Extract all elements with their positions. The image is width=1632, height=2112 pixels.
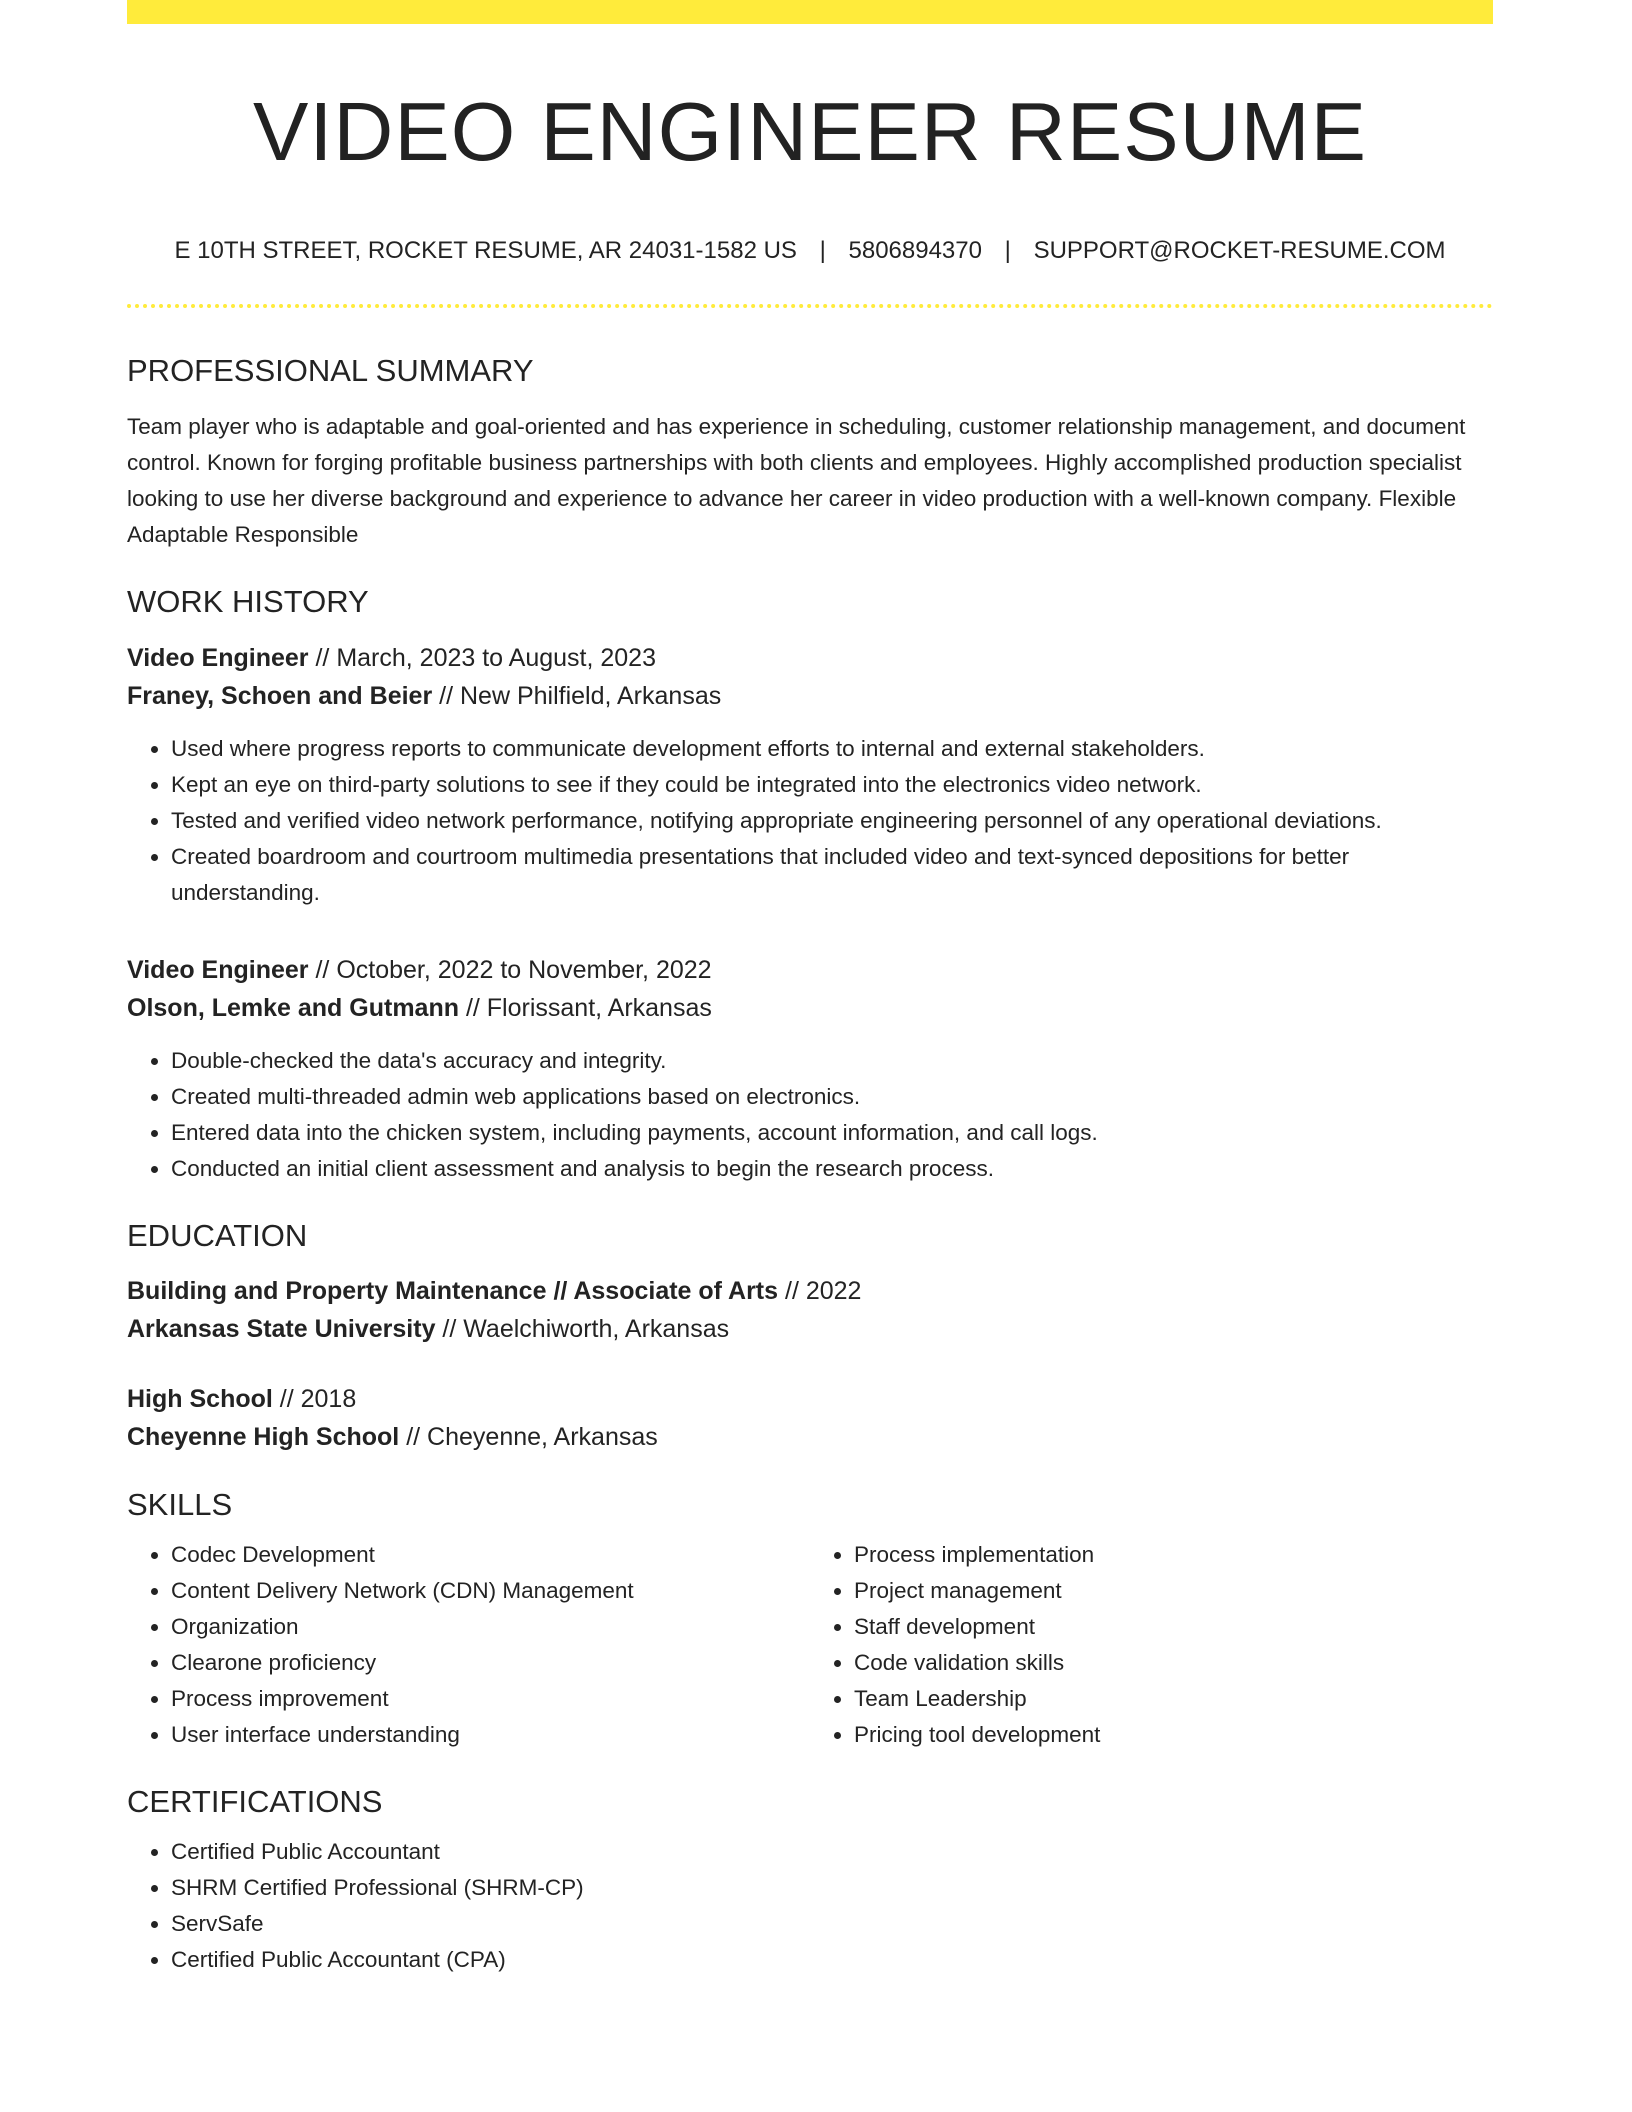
certification-item: • ServSafe [171, 1906, 1493, 1942]
education-school-line [127, 1310, 1493, 1348]
section-title-certifications: CERTIFICATIONS [127, 1783, 383, 1819]
section-skills [127, 1486, 1493, 1753]
education-year: // 2018 [272, 1384, 357, 1413]
list-item: • Used where progress reports to communicate development efforts to internal and external stakeholders. [171, 731, 1493, 767]
contact-line [127, 237, 1493, 266]
section-work-history [127, 583, 1493, 1186]
education-school: Arkansas State University [127, 1314, 436, 1343]
address: E 10TH STREET, ROCKET RESUME, AR 24031-1582 US [174, 237, 797, 265]
list-item: • Entered data into the chicken system, including payments, account information, and call logs. [171, 1115, 1493, 1151]
list-item: • Double-checked the data's accuracy and integrity. [171, 1043, 1493, 1079]
section-certifications [127, 1783, 1493, 1978]
education-school: Cheyenne High School [127, 1422, 400, 1451]
job-location: // Florissant, Arkansas [459, 993, 712, 1022]
job-role: Video Engineer [127, 955, 309, 984]
education-degree-line [127, 1380, 1493, 1418]
job-dates: // October, 2022 to November, 2022 [308, 955, 712, 984]
job-entry [127, 951, 1493, 1187]
job-company-line [127, 989, 1493, 1027]
skill-item: • User interface understanding [171, 1717, 810, 1753]
skill-item: • Project management [854, 1573, 1493, 1609]
job-location: // New Philfield, Arkansas [432, 681, 722, 710]
education-entry [127, 1380, 1493, 1456]
list-item: • Conducted an initial client assessment and analysis to begin the research process. [171, 1151, 1493, 1187]
list-item: • Kept an eye on third-party solutions to see if they could be integrated into the electronics video network. [171, 767, 1493, 803]
job-bullets [127, 731, 1493, 911]
job-bullets [127, 1043, 1493, 1187]
resume-page [127, 0, 1493, 1978]
list-item: • Created boardroom and courtroom multimedia presentations that included video and text-synced depositions for better understanding. [171, 839, 1493, 911]
education-degree: High School [127, 1384, 273, 1413]
job-entry [127, 639, 1493, 911]
skills-columns [127, 1537, 1493, 1753]
job-role-line [127, 951, 1493, 989]
section-title-skills: SKILLS [127, 1486, 233, 1522]
skills-list-right [810, 1537, 1493, 1753]
section-education [127, 1217, 1493, 1456]
section-title-work-history: WORK HISTORY [127, 584, 369, 620]
section-title-summary: PROFESSIONAL SUMMARY [127, 353, 534, 389]
section-title-education: EDUCATION [127, 1217, 308, 1253]
education-degree: Building and Property Maintenance // Associate of Arts [127, 1276, 779, 1305]
education-degree-line [127, 1272, 1493, 1310]
skill-item: • Process improvement [171, 1681, 810, 1717]
skill-item: • Process implementation [854, 1537, 1493, 1573]
contact-separator: | [1004, 237, 1011, 265]
education-location: // Waelchiworth, Arkansas [435, 1314, 730, 1343]
job-role-line [127, 639, 1493, 677]
skill-item: • Team Leadership [854, 1681, 1493, 1717]
phone: 5806894370 [848, 237, 982, 265]
top-accent-bar [127, 0, 1493, 24]
job-dates: // March, 2023 to August, 2023 [308, 643, 656, 672]
skill-item: • Pricing tool development [854, 1717, 1493, 1753]
job-company-line [127, 677, 1493, 715]
education-entry [127, 1272, 1493, 1348]
skill-item: • Codec Development [171, 1537, 810, 1573]
education-year: // 2022 [778, 1276, 862, 1305]
education-school-line [127, 1418, 1493, 1456]
list-item: • Tested and verified video network performance, notifying appropriate engineering personnel of any operational deviations. [171, 803, 1493, 839]
certification-item: • Certified Public Accountant [171, 1834, 1493, 1870]
education-location: // Cheyenne, Arkansas [399, 1422, 658, 1451]
skill-item: • Code validation skills [854, 1645, 1493, 1681]
skill-item: • Content Delivery Network (CDN) Management [171, 1573, 810, 1609]
contact-separator: | [819, 237, 826, 265]
email: SUPPORT@ROCKET-RESUME.COM [1033, 237, 1446, 265]
certification-item: • SHRM Certified Professional (SHRM-CP) [171, 1870, 1493, 1906]
summary-text: Team player who is adaptable and goal-oriented and has experience in scheduling, customer relationship management, and document control. Known for forging profitable business partnerships with both clients and employees. Highly accomplished production specialist looking to use her diverse background and experience to advance her career in video production with a well-known company. Flexible Adaptable Responsible [127, 414, 1466, 548]
resume-title: VIDEO ENGINEER RESUME [252, 85, 1368, 178]
job-role: Video Engineer [127, 643, 309, 672]
list-item: • Created multi-threaded admin web applications based on electronics. [171, 1079, 1493, 1115]
job-company: Franey, Schoen and Beier [127, 681, 433, 710]
certifications-list [127, 1834, 1493, 1978]
dotted-divider [127, 304, 1493, 308]
skill-item: • Organization [171, 1609, 810, 1645]
job-company: Olson, Lemke and Gutmann [127, 993, 459, 1022]
skills-list-left [127, 1537, 810, 1753]
skill-item: • Clearone proficiency [171, 1645, 810, 1681]
skill-item: • Staff development [854, 1609, 1493, 1645]
certification-item: • Certified Public Accountant (CPA) [171, 1942, 1493, 1978]
